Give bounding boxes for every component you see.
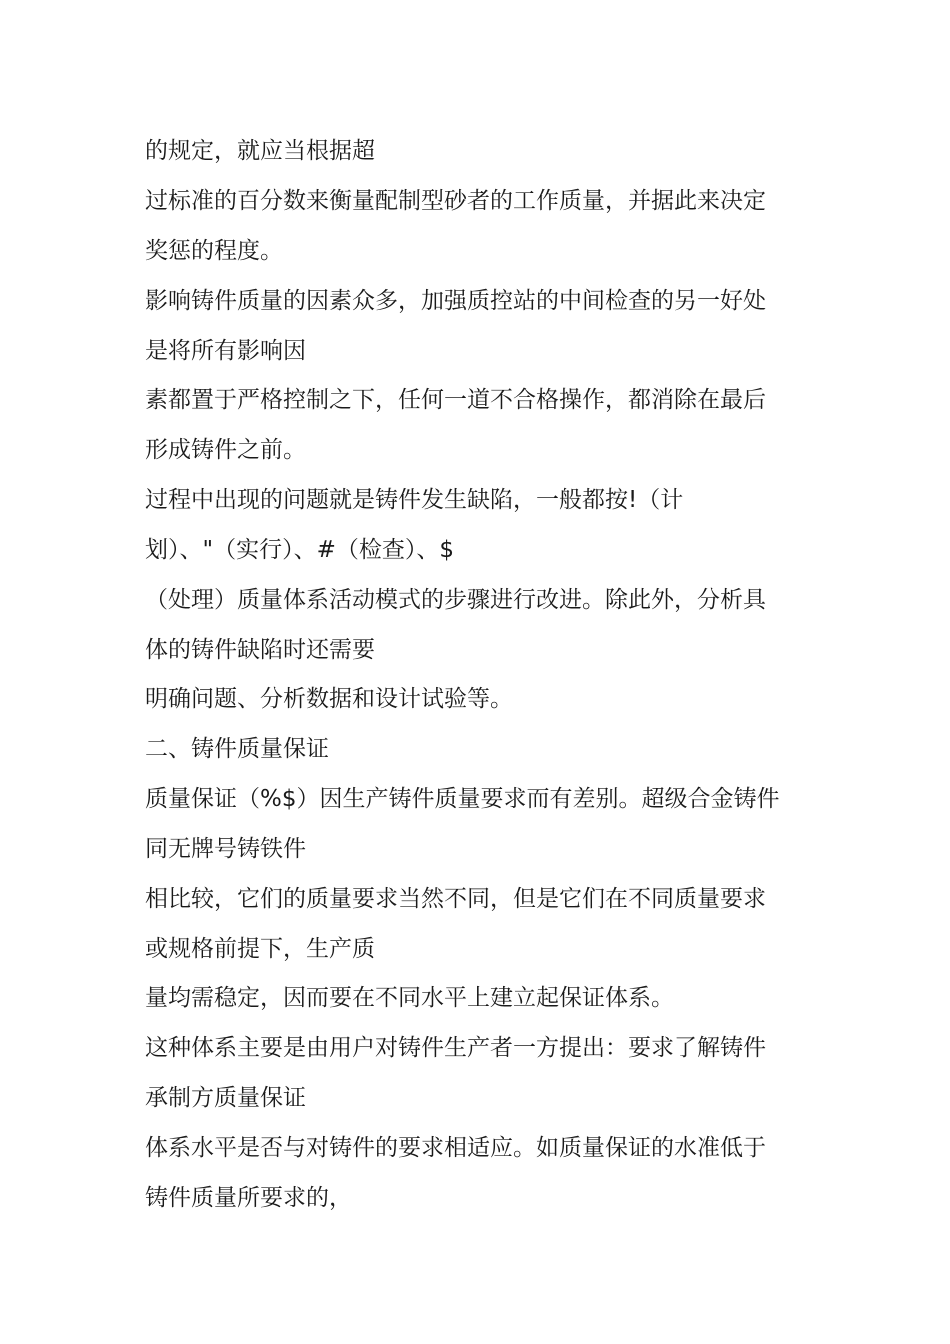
- text-line: 影响铸件质量的因素众多，加强质控站的中间检查的另一好处: [145, 288, 766, 314]
- text-line: 体系水平是否与对铸件的要求相适应。如质量保证的水准低于: [145, 1135, 766, 1161]
- text-line: 是将所有影响因: [145, 338, 306, 364]
- text-line: 体的铸件缺陷时还需要: [145, 637, 375, 663]
- text-line: 划）、"（实行）、#（检查）、$: [145, 537, 454, 563]
- text-line: 量均需稳定，因而要在不同水平上建立起保证体系。: [145, 985, 674, 1011]
- text-line: 这种体系主要是由用户对铸件生产者一方提出：要求了解铸件: [145, 1035, 766, 1061]
- text-line: 相比较，它们的质量要求当然不同，但是它们在不同质量要求: [145, 886, 766, 912]
- text-line: 明确问题、分析数据和设计试验等。: [145, 686, 513, 712]
- text-line: 的规定，就应当根据超: [145, 138, 375, 164]
- text-line: 过标准的百分数来衡量配制型砂者的工作质量，并据此来决定: [145, 188, 766, 214]
- text-line: （处理）质量体系活动模式的步骤进行改进。除此外，分析具: [145, 587, 766, 613]
- text-line: 过程中出现的问题就是铸件发生缺陷，一般都按!（计: [145, 487, 684, 513]
- text-line: 或规格前提下，生产质: [145, 936, 375, 962]
- text-line: 铸件质量所要求的，: [145, 1185, 352, 1211]
- text-line: 质量保证（%$）因生产铸件质量要求而有差别。超级合金铸件: [145, 786, 780, 812]
- text-line: 承制方质量保证: [145, 1085, 306, 1111]
- text-line: 形成铸件之前。: [145, 437, 306, 463]
- text-line: 奖惩的程度。: [145, 238, 283, 264]
- text-line: 素都置于严格控制之下，任何一道不合格操作，都消除在最后: [145, 387, 766, 413]
- text-line: 同无牌号铸铁件: [145, 836, 306, 862]
- section-heading: 二、铸件质量保证: [145, 736, 329, 762]
